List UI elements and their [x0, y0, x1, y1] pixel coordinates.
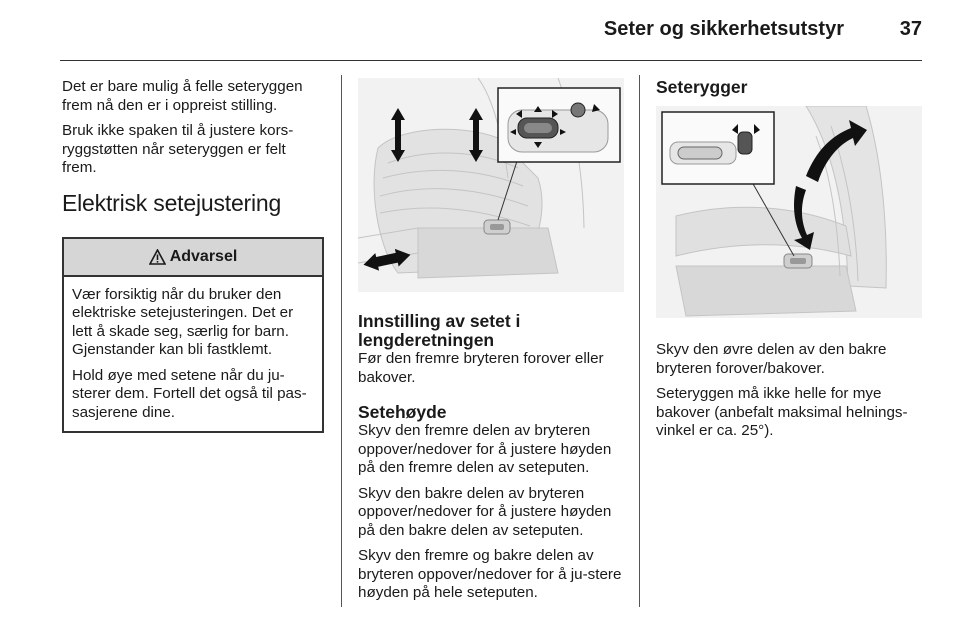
warning-header: [64, 239, 322, 277]
page-number: 37: [899, 18, 922, 40]
section-heading: Elektrisk setejustering: [62, 189, 282, 216]
column-2: [358, 78, 626, 610]
warning-paragraph: Vær forsiktig når du bruker den elektriske setejusteringen. Det er lett å skade seg, særlig for barn. Gjenstander kan bli fastklemt.: [72, 285, 294, 358]
warning-body: [64, 277, 322, 432]
warning-triangle-icon: [149, 249, 166, 265]
body-paragraph: Før den fremre bryteren forover eller bakover.: [358, 350, 604, 386]
warning-title: Advarsel: [169, 247, 238, 265]
column-divider: [639, 75, 640, 607]
warning-box: [62, 237, 324, 434]
section-heading: Innstilling av setet i lengderetningen: [358, 311, 521, 350]
intro-paragraph: Bruk ikke spaken til å justere kors-ryggstøtten når seteryggen er felt frem.: [62, 122, 294, 176]
body-paragraph: Skyv den bakre delen av bryteren oppover/nedover for å justere høyden på den bakre delen av seteputen.: [358, 484, 612, 539]
body-paragraph: Skyv den fremre og bakre delen av bryteren oppover/nedover for å ju-stere høyden på hele seteputen.: [358, 547, 622, 601]
column-3: [656, 78, 922, 448]
warning-paragraph: Hold øye med setene når du ju-sterer dem. Fortell det også til pas-sasjerene dine.: [72, 366, 307, 421]
chapter-title: Seter og sikkerhetsutstyr: [603, 18, 844, 40]
page-header: [0, 0, 960, 62]
intro-paragraph: Det er bare mulig å felle seteryggen frem nå den er i oppreist stilling.: [62, 78, 303, 114]
section-heading: Setehøyde: [358, 402, 447, 422]
body-paragraph: Skyv den øvre delen av den bakre bryteren forover/bakover.: [656, 341, 887, 377]
body-paragraph: Skyv den fremre delen av bryteren oppover/nedover for å justere høyden på den fremre delen av seteputen.: [358, 422, 612, 476]
body-paragraph: Seteryggen må ikke helle for mye bakover (anbefalt maksimal helnings-vinkel er ca. 25°).: [656, 385, 908, 439]
header-rule: [60, 60, 922, 61]
column-divider: [341, 75, 342, 607]
seat-adjustment-illustration: [358, 78, 624, 292]
column-1: [62, 78, 324, 433]
seat-backrest-illustration: [656, 106, 922, 318]
section-heading: Seterygger: [656, 77, 748, 97]
